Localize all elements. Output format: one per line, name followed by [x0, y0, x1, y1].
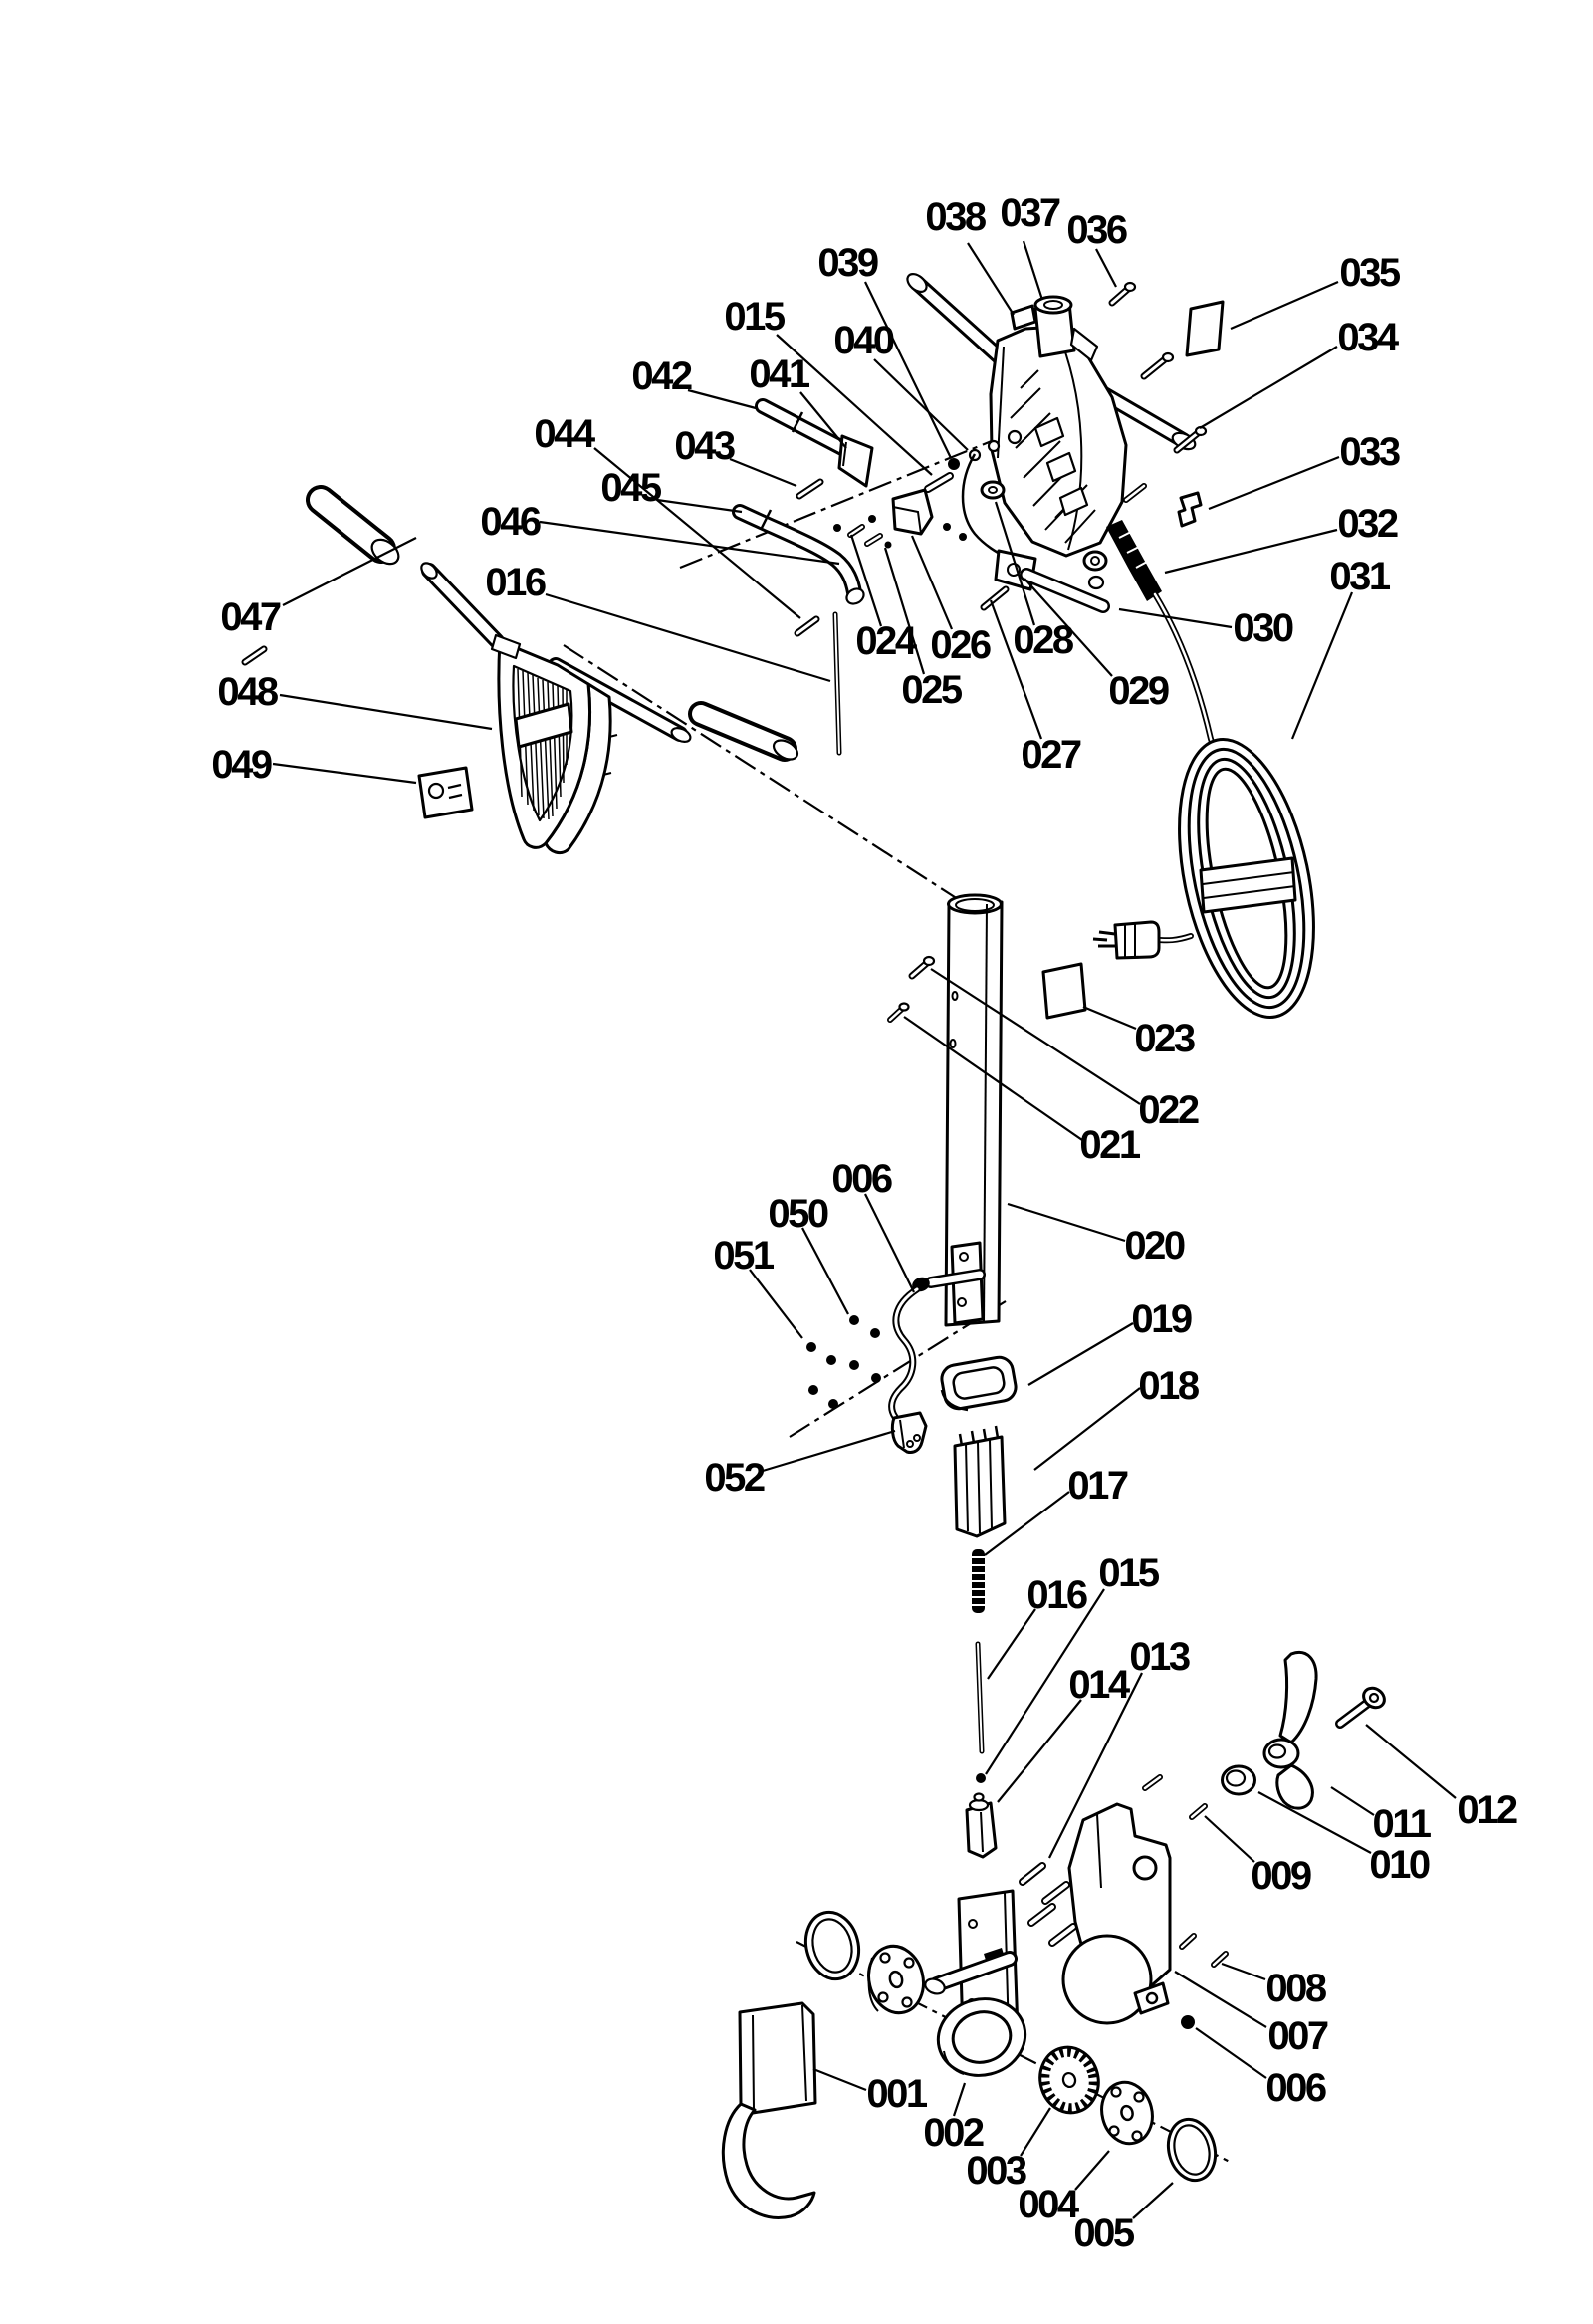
callout-029: 029 — [1108, 669, 1168, 713]
callout-003: 003 — [966, 2149, 1025, 2193]
callout-052: 052 — [704, 1456, 764, 1500]
callout-002: 002 — [923, 2111, 983, 2155]
callout-027: 027 — [1021, 733, 1080, 777]
callout-030: 030 — [1233, 606, 1292, 650]
callout-020: 020 — [1124, 1224, 1184, 1268]
callout-041: 041 — [749, 352, 808, 396]
callout-023: 023 — [1134, 1017, 1194, 1060]
callout-040: 040 — [833, 319, 893, 362]
callout-014: 014 — [1068, 1663, 1128, 1707]
callout-044: 044 — [534, 412, 593, 456]
callout-006-bottom: 006 — [1265, 2066, 1325, 2110]
callout-012: 012 — [1457, 1788, 1516, 1832]
callout-016-bottom: 016 — [1026, 1573, 1086, 1617]
callout-008: 008 — [1265, 1967, 1325, 2010]
callout-033: 033 — [1339, 430, 1399, 474]
callout-016-top: 016 — [485, 561, 545, 604]
callout-050: 050 — [768, 1192, 827, 1236]
callout-047: 047 — [220, 595, 280, 639]
callout-019: 019 — [1131, 1297, 1191, 1341]
callout-046: 046 — [480, 500, 540, 544]
callout-011: 011 — [1372, 1802, 1430, 1846]
callout-032: 032 — [1337, 502, 1397, 546]
callout-036: 036 — [1066, 208, 1126, 252]
callout-007: 007 — [1267, 2014, 1327, 2058]
callout-035: 035 — [1339, 251, 1399, 295]
callout-026: 026 — [930, 623, 990, 667]
callout-049: 049 — [211, 743, 271, 787]
callout-017: 017 — [1067, 1464, 1127, 1508]
callout-015-bottom: 015 — [1098, 1551, 1158, 1595]
callout-009: 009 — [1251, 1854, 1310, 1898]
callout-028: 028 — [1013, 618, 1072, 662]
callout-001: 001 — [866, 2072, 926, 2116]
callout-037: 037 — [1000, 191, 1059, 235]
callout-018: 018 — [1138, 1364, 1198, 1408]
callout-031: 031 — [1329, 555, 1389, 598]
callout-043: 043 — [674, 424, 734, 468]
callout-015-top: 015 — [724, 295, 784, 339]
callout-038: 038 — [925, 195, 985, 239]
callout-013: 013 — [1129, 1635, 1189, 1679]
callout-024: 024 — [855, 619, 915, 663]
callout-006-mid: 006 — [831, 1157, 891, 1201]
callout-048: 048 — [217, 670, 277, 714]
callout-042: 042 — [631, 354, 691, 398]
callout-010: 010 — [1369, 1843, 1429, 1887]
callout-025: 025 — [901, 668, 961, 712]
callout-051: 051 — [713, 1234, 773, 1278]
callout-021: 021 — [1079, 1123, 1139, 1167]
callout-045: 045 — [600, 466, 660, 510]
callout-039: 039 — [817, 241, 877, 285]
callout-005: 005 — [1073, 2211, 1133, 2255]
callout-022: 022 — [1138, 1088, 1198, 1132]
callout-034: 034 — [1337, 316, 1397, 359]
callout-004: 004 — [1018, 2183, 1077, 2226]
